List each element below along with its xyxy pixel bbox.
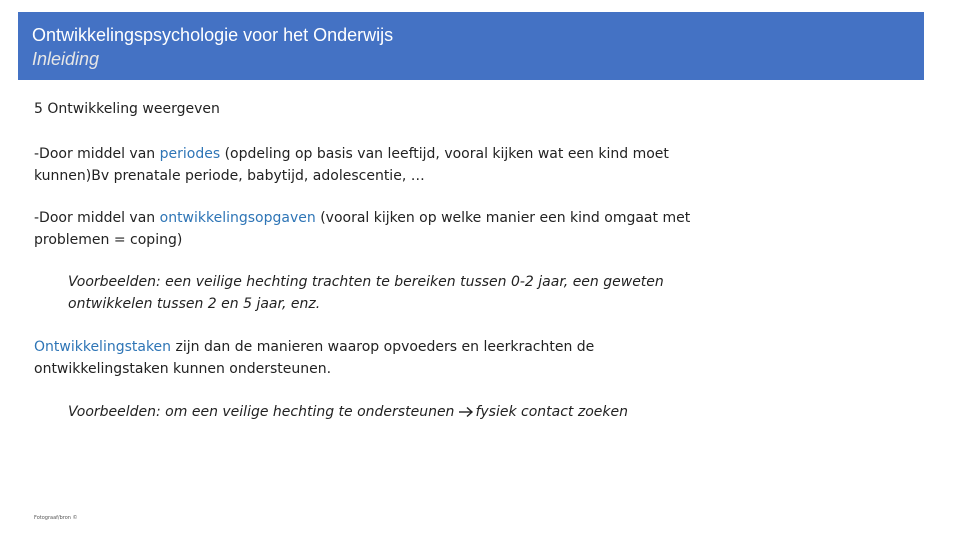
paragraph-suffix: zijn dan de manieren waarop opvoeders en leerkrachten de ontwikkelingstaken kunnen ondersteunen. — [34, 339, 595, 377]
section-heading: 5 Ontwikkeling weergeven — [34, 101, 220, 117]
example-text-1: Voorbeelden: een veilige hechting trachten te bereiken tussen 0-2 jaar, een geweten ontwikkelen tussen 2 en 5 jaar, enz. — [68, 274, 664, 312]
footer-credit: Fotograaf/bron © — [34, 515, 78, 521]
paragraph-suffix: (opdeling op basis van leeftijd, vooral kijken wat een kind moet kunnen)Bv prenatale periode, babytijd, adolescentie, … — [34, 146, 669, 184]
slide-subtitle: Inleiding — [32, 49, 100, 69]
title-banner — [18, 12, 924, 80]
paragraph-periodes — [34, 143, 734, 187]
arrow-right-icon — [458, 403, 474, 425]
paragraph-ontwikkelingstaken — [34, 336, 644, 380]
highlight-ontwikkelingstaken: Ontwikkelingstaken — [34, 339, 172, 355]
slide-title: Ontwikkelingspsychologie voor het Onderwijs — [32, 25, 394, 45]
paragraph-prefix: -Door middel van — [34, 146, 160, 162]
highlight-periodes: periodes — [159, 146, 221, 162]
highlight-ontwikkelingsopgaven: ontwikkelingsopgaven — [159, 210, 316, 226]
paragraph-suffix: (vooral kijken op welke manier een kind omgaat met problemen = coping) — [34, 210, 691, 248]
paragraph-ontwikkelingsopgaven — [34, 207, 734, 251]
example-after: fysiek contact zoeken — [475, 404, 628, 420]
example-text-2 — [68, 401, 848, 425]
paragraph-prefix: -Door middel van — [34, 210, 160, 226]
example-before: Voorbeelden: om een veilige hechting te ondersteunen — [68, 404, 455, 420]
